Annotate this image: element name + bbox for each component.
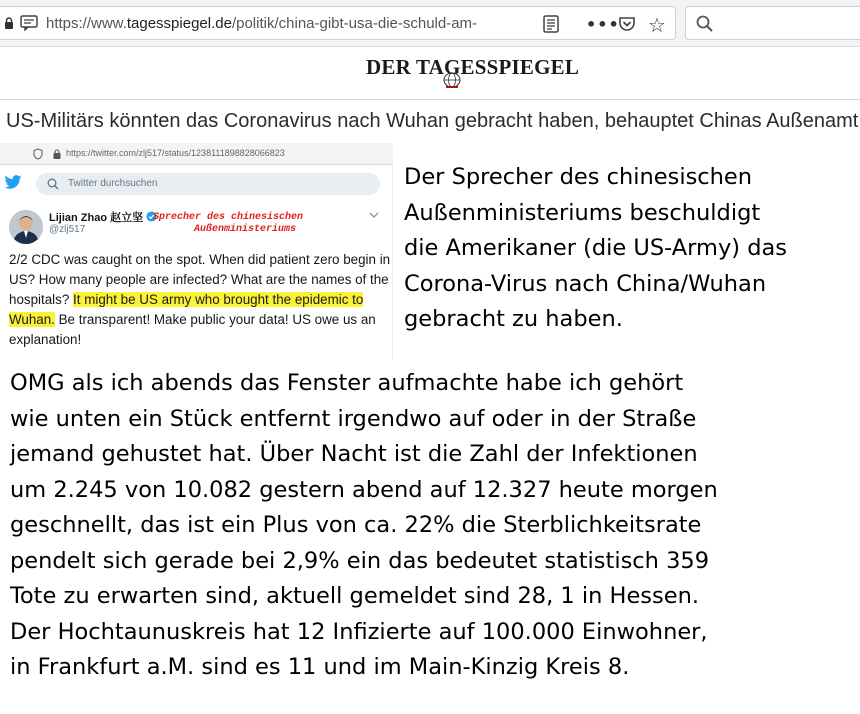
main-caption bbox=[10, 366, 860, 686]
main-line: OMG als ich abends das Fenster aufmachte habe ich gehört bbox=[10, 370, 684, 396]
tweet-screenshot bbox=[0, 143, 393, 359]
tweet-text-part-1: 2/2 CDC was caught on the spot. When did patient zero begin in US? How many people are infected? What are the names of the hospitals? bbox=[9, 252, 391, 307]
url-prefix: https://www. bbox=[46, 15, 127, 32]
avatar-image bbox=[9, 210, 43, 244]
url-host: tagesspiegel.de bbox=[126, 15, 232, 32]
search-placeholder: Twitter durchsuchen bbox=[68, 178, 158, 189]
globe-icon bbox=[442, 71, 462, 89]
main-line: jemand gehustet hat. Über Nacht ist die Zahl der Infektionen bbox=[10, 441, 698, 467]
tagesspiegel-logo[interactable] bbox=[366, 55, 580, 91]
article-headline[interactable]: US-Militärs könnten das Coronavirus nach Wuhan gebracht haben, behauptet Chinas Außenamt bbox=[6, 110, 859, 132]
side-caption bbox=[404, 160, 860, 338]
side-line: Außenministeriums beschuldigt bbox=[404, 199, 761, 226]
chevron-down-icon[interactable] bbox=[369, 211, 379, 219]
main-line: in Frankfurt a.M. sind es 11 und im Main-Kinzig Kreis 8. bbox=[10, 654, 630, 680]
annotation-line-1: Sprecher des chinesischen bbox=[153, 212, 304, 223]
side-line: Der Sprecher des chinesischen bbox=[404, 164, 753, 190]
address-bar[interactable] bbox=[0, 6, 676, 40]
main-line: geschnellt, das ist ein Plus von ca. 22% die Sterblichkeitsrate bbox=[10, 512, 702, 538]
lock-icon bbox=[53, 149, 61, 159]
author-name-text: Lijian Zhao 赵立坚 bbox=[49, 212, 144, 224]
side-line: Corona-Virus nach China/Wuhan bbox=[404, 270, 767, 297]
main-line: um 2.245 von 10.082 gestern abend auf 12.327 heute morgen bbox=[10, 476, 718, 503]
main-line: wie unten ein Stück entfernt irgendwo auf oder in der Straße bbox=[10, 405, 697, 432]
side-line: die Amerikaner (die US-Army) das bbox=[404, 235, 787, 261]
lock-icon[interactable] bbox=[4, 17, 14, 29]
side-line: gebracht zu haben. bbox=[404, 306, 623, 332]
browser-toolbar bbox=[0, 0, 860, 47]
tweet-text-highlight: It might be US army who brought the epidemic to Wuhan. bbox=[9, 292, 364, 327]
pocket-icon[interactable] bbox=[618, 15, 636, 33]
shield-icon bbox=[33, 148, 43, 160]
tweet-author-name[interactable] bbox=[49, 209, 157, 225]
url-text[interactable] bbox=[46, 15, 500, 32]
reader-view-icon[interactable] bbox=[543, 15, 559, 33]
search-icon[interactable] bbox=[696, 15, 714, 33]
twitter-search-input[interactable] bbox=[36, 173, 380, 195]
main-line: pendelt sich gerade bei 2,9% ein das bedeutet statistisch 359 bbox=[10, 547, 710, 574]
annotation-line-2: Außenministeriums bbox=[194, 224, 297, 235]
tweet-url: https://twitter.com/zlj517/status/1238111898828066823 bbox=[66, 148, 285, 158]
tweet-browser-bar bbox=[0, 143, 393, 165]
tweet-text-part-2: Be transparent! Make public your data! US owe us an explanation! bbox=[9, 312, 376, 347]
more-icon[interactable]: ••• bbox=[586, 15, 620, 34]
search-icon bbox=[47, 178, 59, 190]
bookmark-star-icon[interactable]: ☆ bbox=[648, 13, 666, 37]
avatar[interactable] bbox=[9, 210, 43, 244]
main-line: Der Hochtaunuskreis hat 12 Infizierte auf 100.000 Einwohner, bbox=[10, 618, 708, 645]
main-line: Tote zu erwarten sind, aktuell gemeldet sind 28, 1 in Hessen. bbox=[10, 583, 699, 609]
tweet-text bbox=[9, 250, 391, 350]
url-path: /politik/china-gibt-usa-die-schuld-am- bbox=[231, 15, 478, 32]
tweet-author-handle[interactable]: @zlj517 bbox=[49, 224, 86, 235]
page-icon[interactable] bbox=[20, 15, 38, 31]
red-annotation bbox=[153, 212, 303, 236]
search-bar[interactable] bbox=[685, 6, 860, 40]
site-header bbox=[0, 47, 860, 100]
logo-text: DER TAGESSPIEGEL bbox=[366, 55, 580, 79]
twitter-bird-icon bbox=[4, 175, 22, 190]
